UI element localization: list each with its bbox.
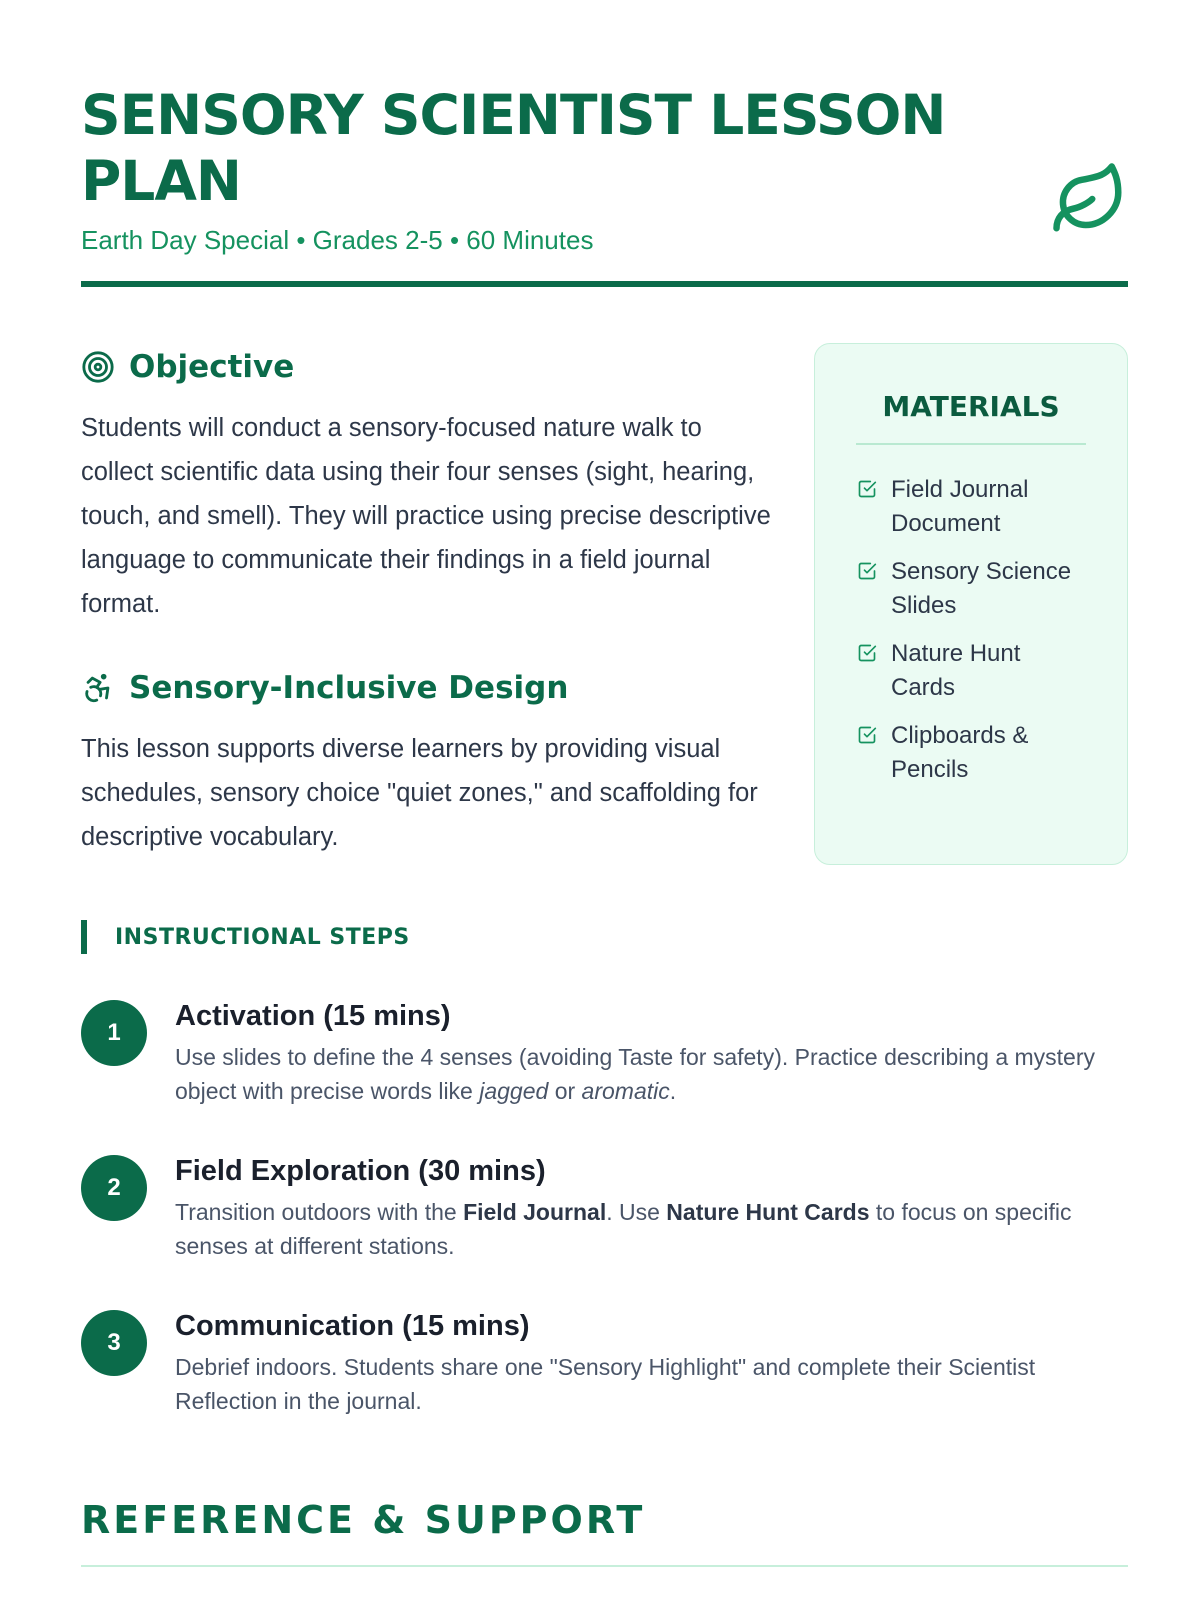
step-number: 2 [81,1155,147,1221]
materials-item-label: Field Journal Document [891,476,1029,537]
objective-text: Students will conduct a sensory-focused nature walk to collect scientific data using their four senses (sight, hearing, touch, and smell). They will practice using precise descriptive language to communicate their findings in a field journal format. [81,414,771,618]
materials-panel [814,343,1128,865]
steps-heading-label: INSTRUCTIONAL STEPS [115,924,410,950]
step-title: Field Exploration (30 mins) [175,1155,546,1187]
reference-heading: REFERENCE & SUPPORT [81,1498,646,1542]
inclusive-heading-label: Sensory-Inclusive Design [129,670,569,706]
inclusive-heading [81,670,568,706]
accessibility-icon [81,671,115,705]
page-title: SENSORY SCIENTIST LESSON PLAN [81,83,946,213]
materials-item [857,719,1127,787]
step-number: 3 [81,1310,147,1376]
step-description: Debrief indoors. Students share one "Sensory Highlight" and complete their Scientist Reflection in the journal. [175,1354,1036,1414]
steps-heading-bar [81,920,87,954]
inclusive-text: This lesson supports diverse learners by providing visual schedules, sensory choice "quiet zones," and scaffolding for descriptive vocabulary. [81,735,758,851]
target-icon [81,350,115,384]
materials-item-label: Nature Hunt Cards [891,640,1021,701]
materials-item [857,555,1127,623]
checkbox-icon [857,561,877,581]
step-number: 1 [81,1000,147,1066]
page-header [81,82,1128,256]
header-divider [81,281,1128,287]
objective-heading-label: Objective [129,349,295,385]
materials-divider [856,443,1086,445]
step-description: Transition outdoors with the Field Journal. Use Nature Hunt Cards to focus on specific senses at different stations. [175,1199,1072,1259]
step-title: Activation (15 mins) [175,1000,451,1032]
steps-heading [81,920,410,954]
leaf-icon [1050,160,1128,238]
checkbox-icon [857,725,877,745]
materials-heading: MATERIALS [882,390,1060,423]
page-subtitle: Earth Day Special • Grades 2-5 • 60 Minutes [81,225,594,255]
materials-list [857,473,1127,787]
step-description: Use slides to define the 4 senses (avoiding Taste for safety). Practice describing a mystery object with precise words like jagged or aromatic. [175,1044,1096,1104]
materials-item [857,473,1127,541]
step-title: Communication (15 mins) [175,1310,530,1342]
materials-item [857,637,1127,705]
checkbox-icon [857,479,877,499]
checkbox-icon [857,643,877,663]
materials-item-label: Clipboards & Pencils [891,722,1029,783]
materials-item-label: Sensory Science Slides [891,558,1072,619]
objective-heading [81,349,294,385]
reference-divider [81,1565,1128,1567]
